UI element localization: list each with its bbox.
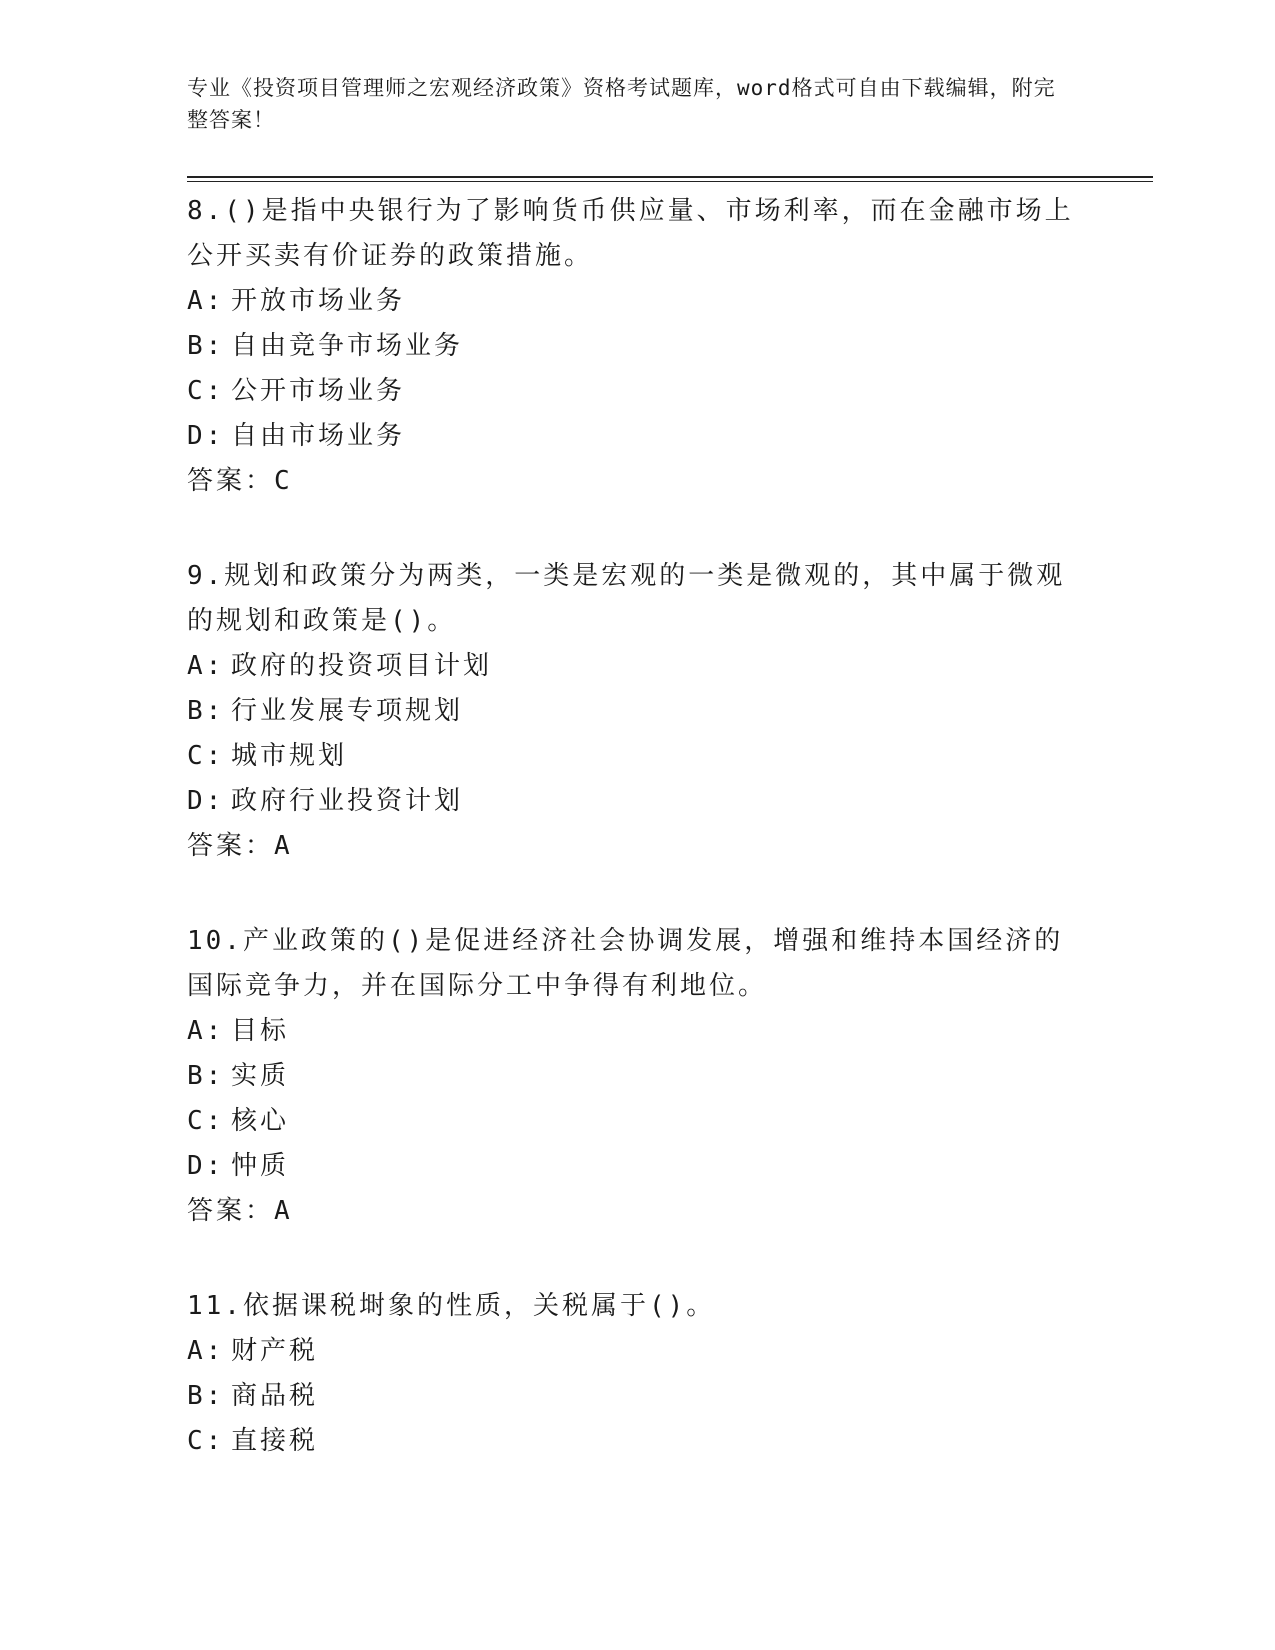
question-stem: 10.产业政策的()是促进经济社会协调发展，增强和维持本国经济的国际竞争力，并在国际分工中争得有利地位。 [187,926,1064,1001]
answer-line: 答案：A [187,831,293,861]
option-text: 开放市场业务 [231,286,406,316]
option-text: 目标 [231,1016,290,1046]
option-letter: A: [187,651,225,681]
option-letter: D: [187,786,225,816]
option-letter: B: [187,696,225,726]
option-text: 商品税 [231,1381,319,1411]
option-a [187,1329,1077,1374]
option-d [187,779,1077,824]
question-item [187,554,1077,869]
option-text: 政府的投资项目计划 [231,651,493,681]
header-divider-thin [187,181,1153,182]
option-letter: C: [187,376,225,406]
question-stem: 8.()是指中央银行为了影响货币供应量、市场利率，而在金融市场上公开买卖有价证券的政策措施。 [187,196,1074,271]
option-text: 城市规划 [231,741,348,771]
question-item [187,189,1077,504]
answer-line: 答案：C [187,466,293,496]
option-text: 自由竞争市场业务 [231,331,464,361]
option-b [187,689,1077,734]
option-letter: A: [187,286,225,316]
option-a [187,644,1077,689]
option-c [187,369,1077,414]
option-b [187,324,1077,369]
option-letter: B: [187,1381,225,1411]
question-item [187,919,1077,1234]
option-letter: A: [187,1016,225,1046]
document-header: 专业《投资项目管理师之宏观经济政策》资格考试题库，word格式可自由下载编辑，附完整答案！ [187,76,1056,132]
option-b [187,1054,1077,1099]
option-text: 公开市场业务 [231,376,406,406]
option-text: 政府行业投资计划 [231,786,464,816]
option-b [187,1374,1077,1419]
option-a [187,1009,1077,1054]
option-letter: C: [187,1106,225,1136]
option-c [187,734,1077,779]
answer-line: 答案：A [187,1196,293,1226]
option-letter: B: [187,331,225,361]
option-letter: C: [187,1426,225,1456]
question-stem: 9.规划和政策分为两类，一类是宏观的一类是微观的，其中属于微观的规划和政策是()。 [187,561,1066,636]
option-text: 实质 [231,1061,290,1091]
option-a [187,279,1077,324]
option-letter: C: [187,741,225,771]
option-letter: D: [187,421,225,451]
question-list [187,189,1077,1514]
header-divider-thick [187,176,1153,178]
option-c [187,1099,1077,1144]
question-stem: 11.依据课税埘象的性质，关税属于()。 [187,1291,716,1321]
option-text: 核心 [231,1106,290,1136]
option-c [187,1419,1077,1464]
question-item [187,1284,1077,1464]
option-text: 财产税 [231,1336,319,1366]
option-d [187,414,1077,459]
option-text: 自由市场业务 [231,421,406,451]
option-text: 行业发展专项规划 [231,696,464,726]
option-d [187,1144,1077,1189]
option-letter: B: [187,1061,225,1091]
option-text: 直接税 [231,1426,319,1456]
option-letter: D: [187,1151,225,1181]
option-letter: A: [187,1336,225,1366]
option-text: 忡质 [231,1151,290,1181]
